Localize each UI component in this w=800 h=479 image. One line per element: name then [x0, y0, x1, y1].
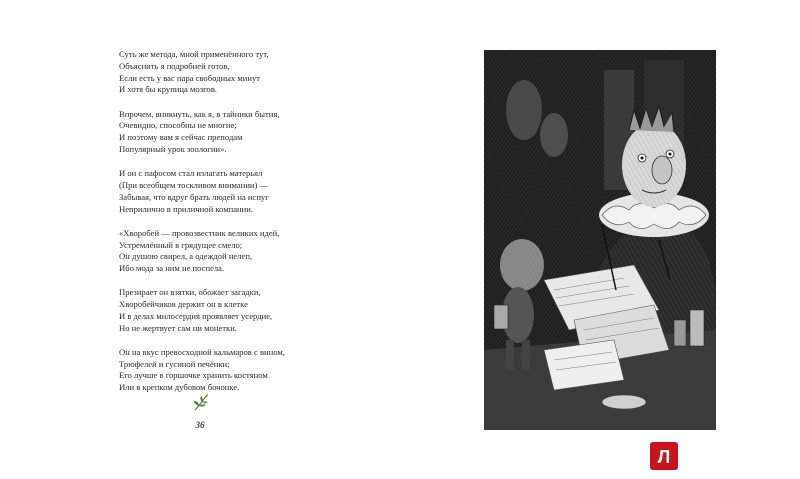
poem-line: Он душою свирел, а одеждой нелеп, — [119, 251, 253, 262]
poem-line: И хотя бы крупица мозгов. — [119, 84, 217, 95]
poem-line: Объяснить я подробней готов, — [119, 60, 230, 71]
poem-line: Забывая, что вдруг брать людей на испуг — [119, 191, 269, 202]
poem-line: И в делах милосердия проявляет усердие, — [119, 310, 273, 321]
engraving-illustration — [484, 50, 716, 430]
stanza — [119, 49, 389, 96]
poem-line: Если есть у вас пара свободных минут — [119, 72, 261, 83]
sprig-ornament-icon — [191, 393, 211, 413]
poem-line: Впрочем, вникнуть, как я, в тайники бытия, — [119, 108, 280, 119]
stanza — [119, 109, 389, 156]
poem-line: Он на вкус превосходной кальмаров с вином, — [119, 346, 285, 357]
publisher-logo-icon — [650, 442, 678, 470]
poem-line: Хворобейчиков держит он в клетке — [119, 299, 248, 310]
poem-line: Его лучше в горшочке хранить костяном — [119, 370, 268, 381]
poem-line: Или в крепком дубовом бочонке. — [119, 382, 240, 393]
poem-line: И он с пафосом стал излагать матерьял — [119, 168, 263, 179]
poem-line: Устремлённый в грядущее смело; — [119, 239, 243, 250]
poem-line: Очевидно, способны не многие; — [119, 120, 237, 131]
stanza — [119, 228, 389, 275]
poem-line: И поэтому вам я сейчас преподам — [119, 132, 243, 143]
poem-line: Неприлично в приличной компании. — [119, 203, 253, 214]
poem-line: (При всеобщем тоскливом внимании) — — [119, 179, 269, 190]
stanza — [119, 287, 389, 334]
stanza — [119, 168, 389, 215]
page-number: 36 — [195, 420, 205, 430]
poem-line: Но не жертвует сам ни монетки. — [119, 322, 237, 333]
poem-line: Трюфелей и гусиной печёнки; — [119, 358, 230, 369]
poem-text — [119, 49, 389, 406]
logo-letter: Л — [657, 447, 671, 467]
poem-line: Ибо мода за ним не поспела. — [119, 263, 225, 274]
poem-line: Суть же метода, мной применённого тут, — [119, 49, 269, 59]
poem-line: Презирает он взятки, обожает загадки, — [119, 287, 261, 298]
poem-line: Популярный урок зоологии». — [119, 143, 227, 154]
poem-line: «Хворобей — провозвестник великих идей, — [119, 227, 280, 238]
stanza — [119, 347, 389, 394]
